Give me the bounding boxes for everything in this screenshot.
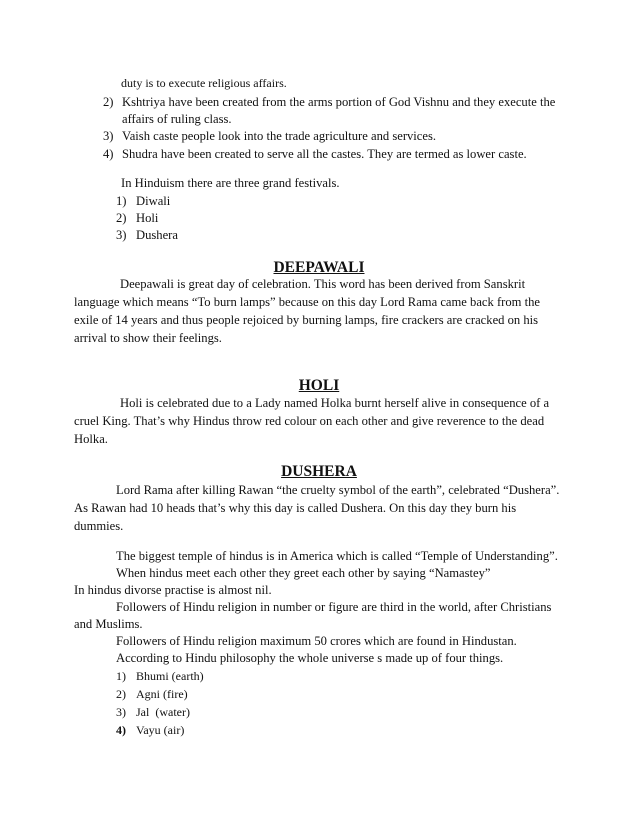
dushera-heading: DUSHERA [281, 463, 357, 480]
caste-item-1-continuation: duty is to execute religious affairs. [121, 76, 287, 90]
fact-greeting: When hindus meet each other they greet each other by saying “Namastey” [116, 566, 491, 580]
fact-followers-count: Followers of Hindu religion maximum 50 crores which are found in Hindustan. [116, 634, 517, 648]
element-item-number: 2) [116, 687, 126, 701]
caste-item-3-number: 3) [103, 129, 114, 143]
caste-item-3-text: Vaish caste people look into the trade agriculture and services. [122, 129, 437, 143]
dushera-line-2: As Rawan had 10 heads that’s why this day is called Dushera. On this day they burn his [74, 501, 517, 515]
caste-item-4-text: Shudra have been created to serve all the castes. They are termed as lower caste. [122, 147, 527, 161]
festival-item-number: 3) [116, 228, 127, 242]
caste-item-2-line-2: affairs of ruling class. [122, 112, 232, 126]
element-item-fire: Agni (fire) [136, 687, 188, 701]
caste-item-4-number: 4) [103, 147, 114, 161]
dushera-line-3: dummies. [74, 519, 124, 533]
element-item-number: 1) [116, 669, 126, 683]
fact-temple: The biggest temple of hindus is in America which is called “Temple of Understanding”. [116, 549, 558, 563]
festival-item-holi: Holi [136, 211, 159, 225]
caste-item-2-number: 2) [103, 95, 114, 109]
festival-item-number: 1) [116, 194, 127, 208]
deepawali-line-1: Deepawali is great day of celebration. This word has been derived from Sanskrit [120, 277, 526, 291]
deepawali-line-2: language which means “To burn lamps” because on this day Lord Rama came back from the [74, 295, 540, 309]
holi-line-3: Holka. [74, 432, 108, 446]
caste-item-2-line-1: Kshtriya have been created from the arms portion of God Vishnu and they execute the [122, 95, 556, 109]
element-item-number: 3) [116, 705, 126, 719]
holi-heading: HOLI [298, 377, 340, 394]
element-item-earth: Bhumi (earth) [136, 669, 204, 683]
holi-line-2: cruel King. That’s why Hindus throw red colour on each other and give reverence to the dead [74, 414, 545, 428]
fact-followers-rank-line-2: and Muslims. [74, 617, 143, 631]
deepawali-heading: DEEPAWALI [273, 259, 365, 276]
deepawali-line-4: arrival to show their feelings. [74, 331, 222, 345]
dushera-line-1: Lord Rama after killing Rawan “the cruelty symbol of the earth”, celebrated “Dushera”. [116, 483, 560, 497]
element-item-water: Jal (water) [136, 705, 190, 719]
fact-followers-rank-line-1: Followers of Hindu religion in number or figure are third in the world, after Christians [116, 600, 552, 614]
festival-item-dushera: Dushera [136, 228, 178, 242]
element-item-number: 4) [116, 723, 126, 737]
deepawali-line-3: exile of 14 years and thus people rejoiced by burning lamps, fire crackers are cracked on his [74, 313, 539, 327]
fact-universe: According to Hindu philosophy the whole universe s made up of four things. [116, 651, 504, 665]
festival-item-diwali: Diwali [136, 194, 171, 208]
festivals-intro: In Hinduism there are three grand festivals. [121, 176, 340, 190]
festival-item-number: 2) [116, 211, 127, 225]
fact-divorce: In hindus divorse practise is almost nil. [74, 583, 272, 597]
holi-line-1: Holi is celebrated due to a Lady named Holka burnt herself alive in consequence of a [120, 396, 550, 410]
element-item-air: Vayu (air) [136, 723, 185, 737]
